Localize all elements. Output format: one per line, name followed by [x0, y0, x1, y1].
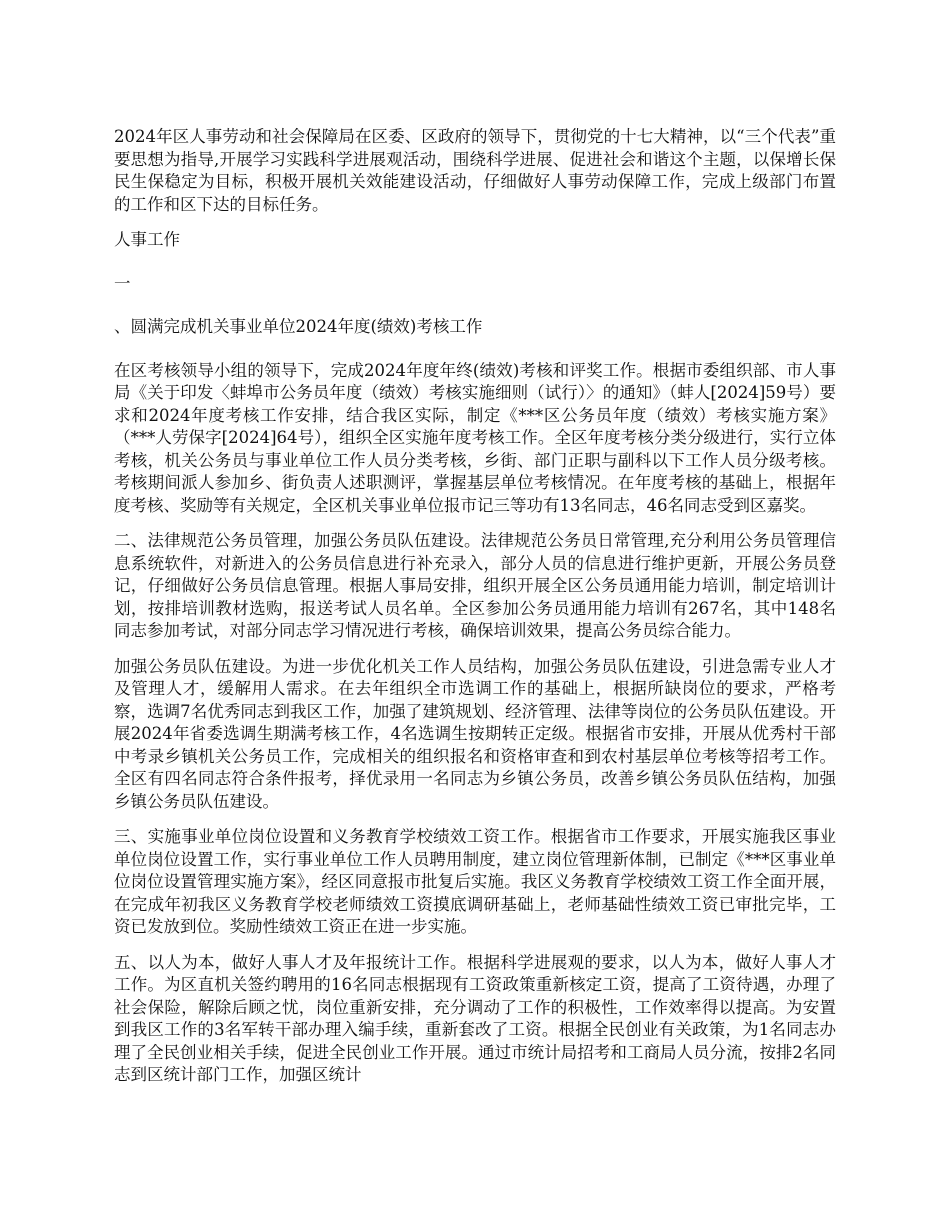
intro-paragraph: 2024年区人事劳动和社会保障局在区委、区政府的领导下，贯彻党的十七大精神，以“三个代表”重要思想为指导,开展学习实践科学进展观活动，围绕科学进展、促进社会和谐这个主题，以保增长保民生保稳定为目标，积极开展机关效能建设活动，仔细做好人事劳动保障工作，完成上级部门布置的工作和区下达的目标任务。	[114, 127, 836, 214]
body-paragraph: 三、实施事业单位岗位设置和义务教育学校绩效工资工作。根据省市工作要求，开展实施我区事业单位岗位设置工作，实行事业单位工作人员聘用制度，建立岗位管理新体制，已制定《***区事业单位岗位设置管理实施方案》，经区同意报市批复后实施。我区义务教育学校绩效工资工作全面开展，在完成年初我区义务教育学校老师绩效工资摸底调研基础上，老师基础性绩效工资已审批完毕，工资已发放到位。奖励性绩效工资正在进一步实施。	[114, 827, 836, 936]
body-paragraph: 加强公务员队伍建设。为进一步优化机关工作人员结构，加强公务员队伍建设，引进急需专业人才及管理人才，缓解用人需求。在去年组织全市选调工作的基础上，根据所缺岗位的要求，严格考察，选调7名优秀同志到我区工作，加强了建筑规划、经济管理、法律等岗位的公务员队伍建设。开展2024年省委选调生期满考核工作，4名选调生按期转正定级。根据省市安排，开展从优秀村干部中考录乡镇机关公务员工作，完成相关的组织报名和资格审查和到农村基层单位考核等招考工作。全区有四名同志符合条件报考，择优录用一名同志为乡镇公务员，改善乡镇公务员队伍结构，加强乡镇公务员队伍建设。	[114, 656, 836, 811]
body-paragraph: 五、以人为本，做好人事人才及年报统计工作。根据科学进展观的要求，以人为本，做好人事人才工作。为区直机关签约聘用的16名同志根据现有工资政策重新核定工资，提高了工资待遇，办理了社会保险，解除后顾之忧，岗位重新安排，充分调动了工作的积极性，工作效率得以提高。为安置到我区工作的3名军转干部办理入编手续，重新套改了工资。根据全民创业有关政策，为1名同志办理了全民创业相关手续，促进全民创业工作开展。通过市统计局招考和工商局人员分流，按排2名同志到区统计部门工作，加强区统计	[114, 952, 836, 1084]
body-paragraph: 在区考核领导小组的领导下，完成2024年度年终(绩效)考核和评奖工作。根据市委组织部、市人事局《关于印发〈蚌埠市公务员年度（绩效）考核实施细则（试行）〉的通知》（蚌人[2024]59号）要求和2024年度考核工作安排，结合我区实际，制定《***区公务员年度（绩效）考核实施方案》（***人劳保字[2024]64号），组织全区实施年度考核工作。全区年度考核分类分级进行，实行立体考核，机关公务员与事业单位工作人员分类考核，乡街、部门正职与副科以下工作人员分级考核。考核期间派人参加乡、街负责人述职测评，掌握基层单位考核情况。在年度考核的基础上，根据年度考核、奖励等有关规定，全区机关事业单位报市记三等功有13名同志，46名同志受到区嘉奖。	[114, 360, 836, 515]
body-paragraph: 二、法律规范公务员管理，加强公务员队伍建设。法律规范公务员日常管理,充分利用公务员管理信息系统软件，对新进入的公务员信息进行补充录入，部分人员的信息进行维护更新，开展公务员登记，仔细做好公务员信息管理。根据人事局安排，组织开展全区公务员通用能力培训，制定培训计划，按排培训教材选购，报送考试人员名单。全区参加公务员通用能力培训有267名，其中148名同志参加考试，对部分同志学习情况进行考核，确保培训效果，提高公务员综合能力。	[114, 531, 836, 640]
subsection-heading: 、圆满完成机关事业单位2024年度(绩效)考核工作	[114, 317, 483, 336]
section-heading: 人事工作	[114, 230, 180, 249]
document-page	[114, 126, 836, 1100]
list-marker: 一	[114, 273, 131, 293]
